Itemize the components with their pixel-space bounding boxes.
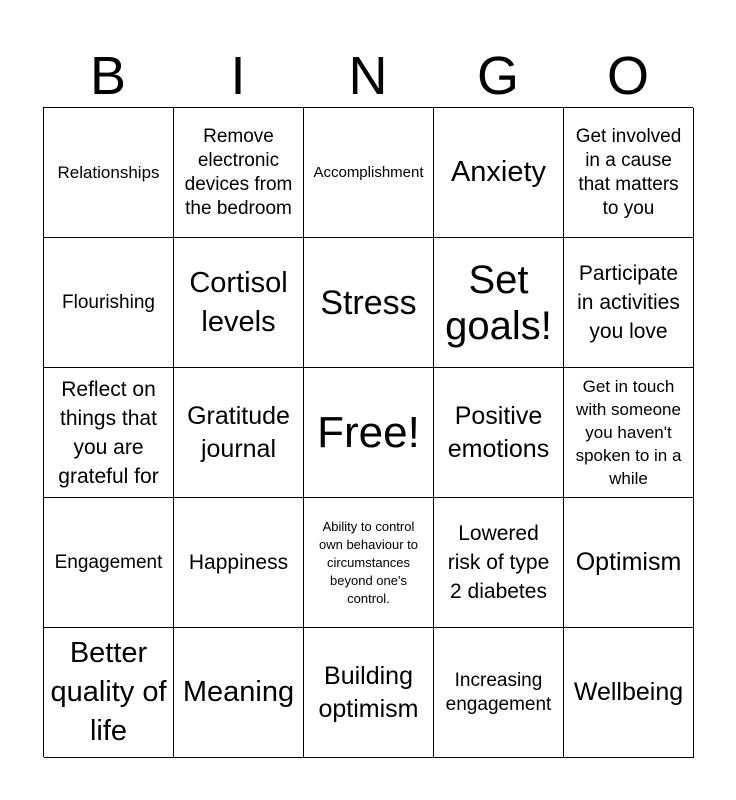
header-letter-i: I <box>230 46 246 106</box>
bingo-cell-r1-c2[interactable] <box>174 108 304 238</box>
bingo-board <box>43 107 693 757</box>
bingo-cell-r2-c3[interactable] <box>304 238 434 368</box>
bingo-cell-r1-c5[interactable] <box>564 108 694 238</box>
header-letter-o: O <box>606 46 649 106</box>
cell-text: Cortisol levels <box>189 266 288 338</box>
bingo-cell-r3-c5[interactable] <box>564 368 694 498</box>
bingo-cell-r4-c1[interactable] <box>44 498 174 628</box>
bingo-cell-r5-c4[interactable] <box>434 628 564 758</box>
bingo-cell-r5-c2[interactable] <box>174 628 304 758</box>
header-letter-g: G <box>476 46 519 106</box>
bingo-cell-r2-c5[interactable] <box>564 238 694 368</box>
bingo-cell-r2-c1[interactable] <box>44 238 174 368</box>
cell-text: Gratitude journal <box>187 401 290 463</box>
cell-text: Participate in activities you love <box>577 262 680 343</box>
cell-text: Positive emotions <box>447 401 550 463</box>
cell-text: Stress <box>320 283 417 322</box>
bingo-cell-r3-c4[interactable] <box>434 368 564 498</box>
cell-text: Increasing engagement <box>445 669 552 715</box>
bingo-cell-r2-c2[interactable] <box>174 238 304 368</box>
bingo-cell-r4-c4[interactable] <box>434 498 564 628</box>
bingo-cell-r3-c1[interactable] <box>44 368 174 498</box>
bingo-cell-r2-c4[interactable] <box>434 238 564 368</box>
bingo-header <box>43 46 693 106</box>
cell-text: Better quality of life <box>50 637 167 747</box>
cell-text: Flourishing <box>62 291 155 313</box>
cell-text: Free! <box>317 407 420 457</box>
cell-text: Optimism <box>575 548 682 576</box>
cell-text: Remove electronic devices from the bedroom <box>184 125 293 219</box>
bingo-cell-r5-c3[interactable] <box>304 628 434 758</box>
cell-text: Reflect on things that you are grateful for <box>58 377 159 488</box>
bingo-cell-r5-c1[interactable] <box>44 628 174 758</box>
cell-text: Anxiety <box>450 156 547 188</box>
cell-text: Get involved in a cause that matters to you <box>575 125 682 219</box>
bingo-cell-r1-c4[interactable] <box>434 108 564 238</box>
cell-text: Ability to control own behaviour to circumstances beyond one's control. <box>318 518 418 606</box>
bingo-cell-r1-c3[interactable] <box>304 108 434 238</box>
header-letter-b: B <box>89 46 127 106</box>
bingo-cell-r4-c2[interactable] <box>174 498 304 628</box>
cell-text: Happiness <box>188 551 289 574</box>
cell-text: Accomplishment <box>313 164 424 181</box>
cell-text: Lowered risk of type 2 diabetes <box>447 522 550 603</box>
bingo-cell-r3-c3[interactable] <box>304 368 434 498</box>
cell-text: Building optimism <box>318 661 419 723</box>
bingo-cell-r5-c5[interactable] <box>564 628 694 758</box>
cell-text: Set goals! <box>445 257 552 348</box>
cell-text: Meaning <box>182 676 295 708</box>
bingo-cell-r4-c3[interactable] <box>304 498 434 628</box>
header-letter-n: N <box>348 46 388 106</box>
bingo-cell-r3-c2[interactable] <box>174 368 304 498</box>
cell-text: Engagement <box>54 551 163 573</box>
cell-text: Relationships <box>57 163 160 182</box>
cell-text: Wellbeing <box>573 678 684 706</box>
bingo-cell-r1-c1[interactable] <box>44 108 174 238</box>
cell-text: Get in touch with someone you haven't spoken to in a while <box>575 377 682 488</box>
bingo-cell-r4-c5[interactable] <box>564 498 694 628</box>
